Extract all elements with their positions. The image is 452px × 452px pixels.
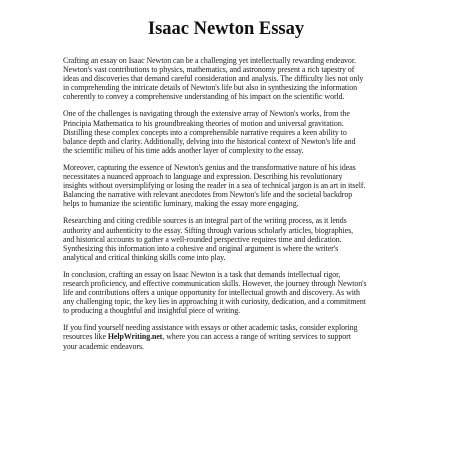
document-body xyxy=(63,56,405,359)
document-title: Isaac Newton Essay xyxy=(147,19,305,39)
paragraph-line: Distilling these complex concepts into a comprehensible narrative requires a keen ability to xyxy=(63,127,347,137)
paragraph-line: analytical and critical thinking skills come into play. xyxy=(63,252,226,262)
paragraph-line: and historical accounts to gather a well-rounded perspective requires time and dedication. xyxy=(63,234,342,244)
paragraph-challenges xyxy=(63,109,405,154)
paragraph-line: Moreover, capturing the essence of Newton's genius and the transformative nature of his ideas xyxy=(63,162,356,172)
brand-link[interactable]: HelpWriting.net xyxy=(107,332,163,342)
paragraph-closing xyxy=(63,323,405,350)
paragraph-line: ideas and discoveries that demand careful consideration and analysis. The difficulty lies not only xyxy=(63,74,364,84)
closing-text-after: , where you can access a range of writing services to support xyxy=(162,332,351,342)
paragraph-research xyxy=(63,216,405,261)
paragraph-line: coherently to convey a comprehensive understanding of his impact on the scientific world. xyxy=(63,92,345,102)
paragraph-line: If you find yourself needing assistance with essays or other academic tasks, consider exploring xyxy=(63,323,358,333)
closing-text-before: resources like xyxy=(63,332,108,342)
paragraph-line: any challenging topic, the key lies in approaching it with curiosity, dedication, and a commitment xyxy=(63,297,366,307)
paragraph-line: research proficiency, and effective communication skills. However, the journey through Newton's xyxy=(63,278,367,288)
paragraph-line: Newton's vast contributions to physics, mathematics, and astronomy present a rich tapestry of xyxy=(63,65,355,75)
paragraph-line: to producing a thoughtful and insightful piece of writing. xyxy=(63,306,241,316)
paragraph-line: authority and authenticity to the essay. Sifting through various scholarly articles, biographies, xyxy=(63,225,354,235)
paragraph-line: Synthesizing this information into a cohesive and original argument is where the writer's xyxy=(63,243,339,253)
paragraph-line: Balancing the narrative with relevant anecdotes from Newton's life and the societal backdrop xyxy=(63,190,353,200)
paragraph-conclusion xyxy=(63,270,405,315)
paragraph-line: Researching and citing credible sources is an integral part of the writing process, as it lends xyxy=(63,216,347,226)
paragraph-line: insights without oversimplifying or losing the reader in a sea of technical jargon is an art in itself. xyxy=(63,181,366,191)
paragraph-line: necessitates a nuanced approach to language and expression. Describing his revolutionary xyxy=(63,172,343,182)
paragraph-line: the scientific milieu of his time adds another layer of complexity to the essay. xyxy=(63,145,304,155)
paragraph-line: balance depth and clarity. Additionally, delving into the historical context of Newton's life and xyxy=(63,136,356,146)
paragraph-line: Principia Mathematica to his groundbreaking theories of motion and universal gravitation. xyxy=(63,118,344,128)
paragraph-genius xyxy=(63,163,405,208)
paragraph-line: Crafting an essay on Isaac Newton can be a challenging yet intellectually rewarding endeavor. xyxy=(63,56,356,65)
paragraph-line xyxy=(63,332,405,341)
paragraph-line: your academic endeavors. xyxy=(63,341,144,351)
paragraph-line: helps to humanize the scientific luminary, making the essay more engaging. xyxy=(63,199,299,209)
paragraph-line: in comprehending the intricate details of Newton's life but also in synthesizing the information xyxy=(63,83,357,93)
paragraph-line: In conclusion, crafting an essay on Isaac Newton is a task that demands intellectual rigor, xyxy=(63,269,341,279)
paragraph-line: One of the challenges is navigating through the extensive array of Newton's works, from the xyxy=(63,109,350,119)
paragraph-line: life and contributions offers a unique opportunity for intellectual growth and discovery. As with xyxy=(63,288,360,298)
paragraph-intro xyxy=(63,56,405,101)
